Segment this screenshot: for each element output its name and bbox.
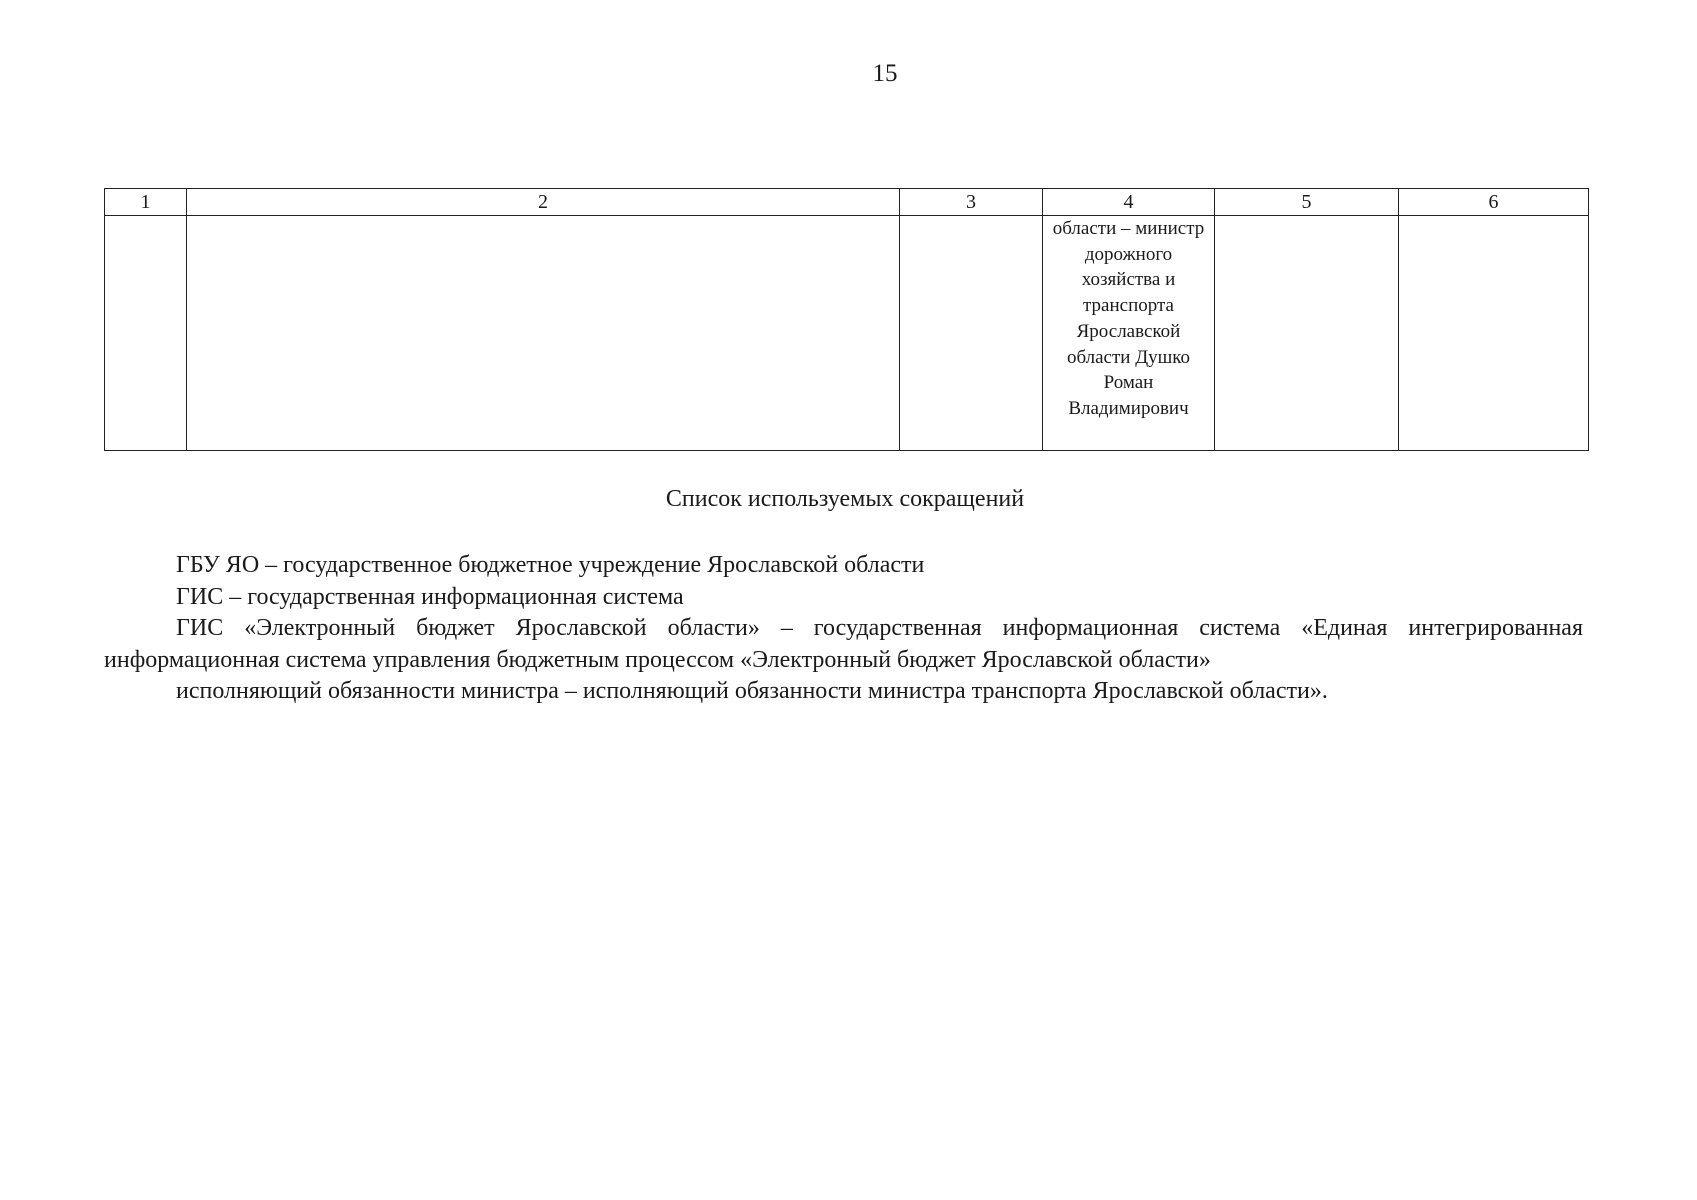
- table-cell-2: [187, 216, 900, 451]
- responsible-person-text: области – министр дорожного хозяйства и транспорта Ярославской области Душко Роман Владимирович: [1052, 218, 1205, 419]
- table-cell-3: [900, 216, 1043, 451]
- continuation-table: [104, 188, 1589, 451]
- abbreviations-list: [104, 550, 1583, 708]
- abbreviation-item: ГБУ ЯО – государственное бюджетное учреждение Ярославской области: [176, 552, 925, 578]
- column-header-2: 2: [187, 189, 900, 216]
- page-number: 15: [872, 60, 898, 87]
- abbreviation-item: ГИС «Электронный бюджет Ярославской области» – государственная информационная система «Единая интегрированная информационная система управления бюджетным процессом «Электронный бюджет Ярославской области»: [104, 615, 1583, 673]
- column-header-3: 3: [900, 189, 1043, 216]
- table-cell-1: [105, 216, 187, 451]
- column-header-1: 1: [105, 189, 187, 216]
- table-row: [105, 216, 1589, 451]
- table-cell-6: [1399, 216, 1589, 451]
- table-cell-5: [1215, 216, 1399, 451]
- abbreviation-item: ГИС – государственная информационная система: [176, 583, 684, 610]
- column-header-4: 4: [1043, 189, 1215, 216]
- column-header-6: 6: [1399, 189, 1589, 216]
- table-header-row: [105, 189, 1589, 216]
- abbreviations-title: Список используемых сокращений: [665, 486, 1025, 512]
- abbreviation-item: исполняющий обязанности министра – исполняющий обязанности министра транспорта Ярославской области».: [176, 678, 1328, 704]
- table-cell-4: [1043, 216, 1215, 451]
- column-header-5: 5: [1215, 189, 1399, 216]
